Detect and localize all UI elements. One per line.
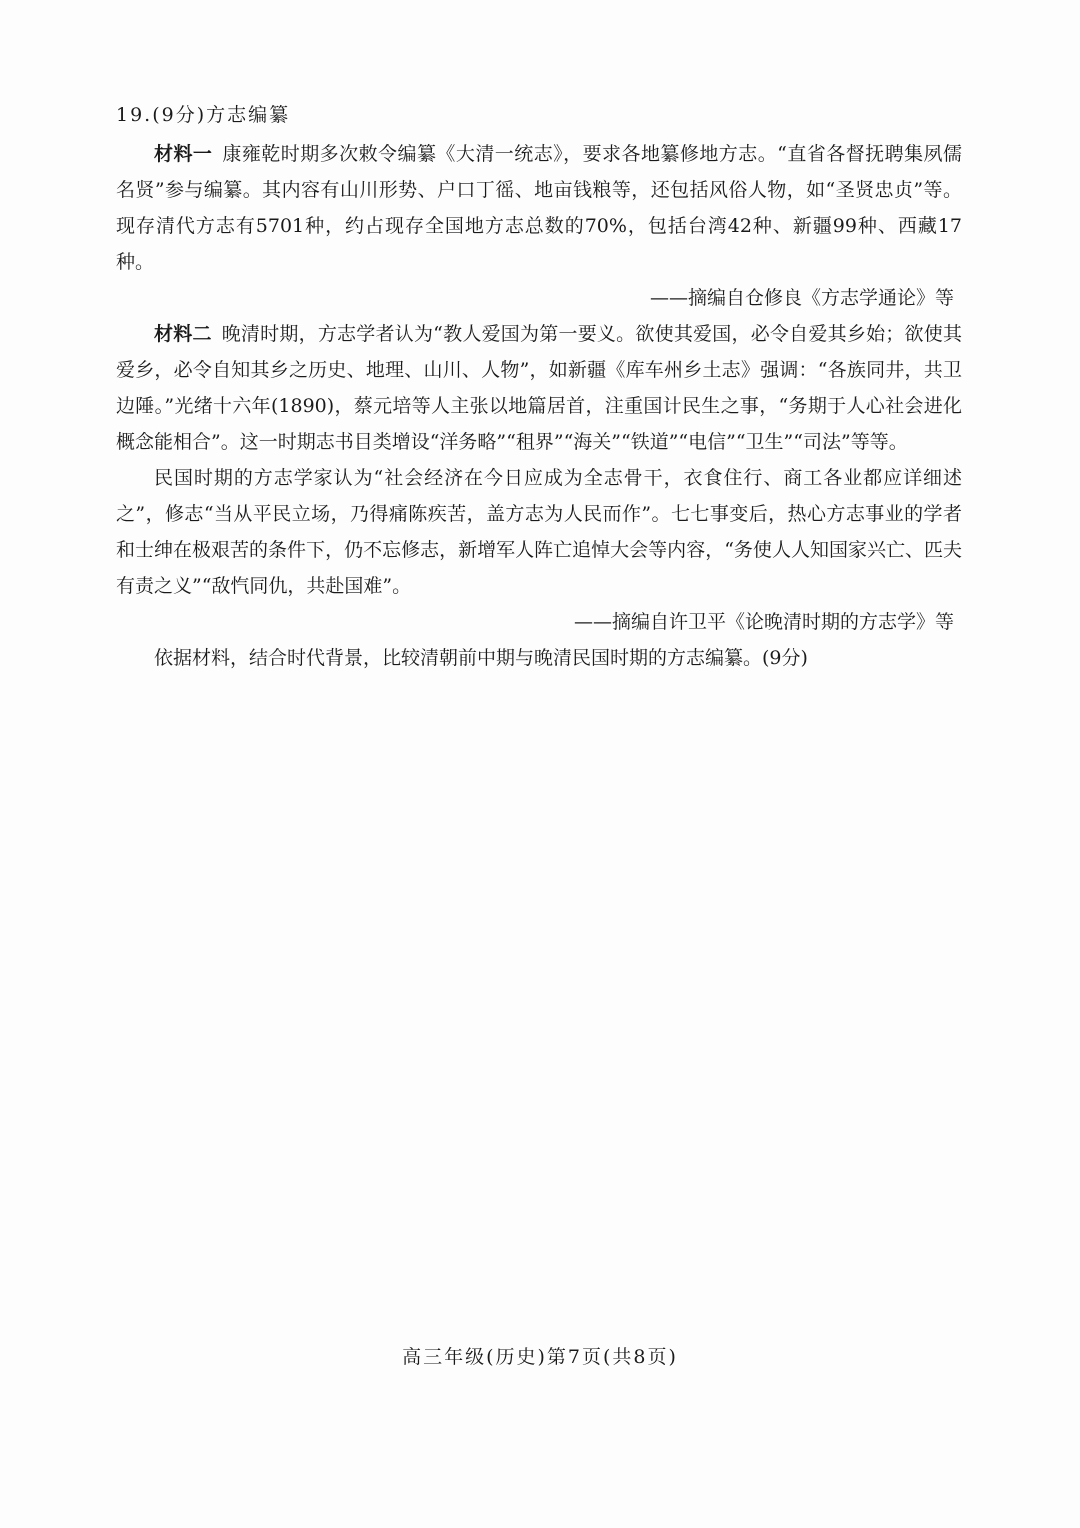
material-two-paragraph: [116, 316, 962, 460]
material-two-paragraph-continued: 民国时期的方志学家认为“社会经济在今日应成为全志骨干，衣食住行、商工各业都应详细述之”，修志“当从平民立场，乃得痛陈疾苦，盖方志为人民而作”。七七事变后，热心方志事业的学者和士绅在极艰苦的条件下，仍不忘修志，新增军人阵亡追悼大会等内容，“务使人人知国家兴亡、匹夫有责之义”“敌忾同仇，共赴国难”。: [116, 467, 962, 597]
page-footer: 高三年级(历史)第7页(共8页): [402, 1346, 678, 1368]
question-content: [116, 136, 962, 676]
material-two-label: 材料二: [154, 323, 212, 345]
material-one-text: 康雍乾时期多次敕令编纂《大清一统志》，要求各地纂修地方志。“直省各督抚聘集夙儒名贤”参与编纂。其内容有山川形势、户口丁徭、地亩钱粮等，还包括风俗人物，如“圣贤忠贞”等。现存清代方志有5701种，约占现存全国地方志总数的70%，包括台湾42种、新疆99种、西藏17种。: [116, 143, 962, 273]
material-one-source: ——摘编自仓修良《方志学通论》等: [649, 287, 954, 309]
material-two-source: ——摘编自许卫平《论晚清时期的方志学》等: [573, 611, 954, 633]
material-one-paragraph: [116, 136, 962, 280]
question-title: 19.(9分)方志编纂: [116, 104, 291, 126]
question-prompt: 依据材料，结合时代背景，比较清朝前中期与晚清民国时期的方志编纂。(9分): [154, 647, 808, 669]
material-two-text: 晚清时期，方志学者认为“教人爱国为第一要义。欲使其爱国，必令自爱其乡始；欲使其爱乡，必令自知其乡之历史、地理、山川、人物”，如新疆《库车州乡土志》强调：“各族同井，共卫边陲。”光绪十六年(1890)，蔡元培等人主张以地篇居首，注重国计民生之事，“务期于人心社会进化概念能相合”。这一时期志书目类增设“洋务略”“租界”“海关”“铁道”“电信”“卫生”“司法”等等。: [116, 323, 962, 453]
material-one-label: 材料一: [154, 143, 213, 165]
